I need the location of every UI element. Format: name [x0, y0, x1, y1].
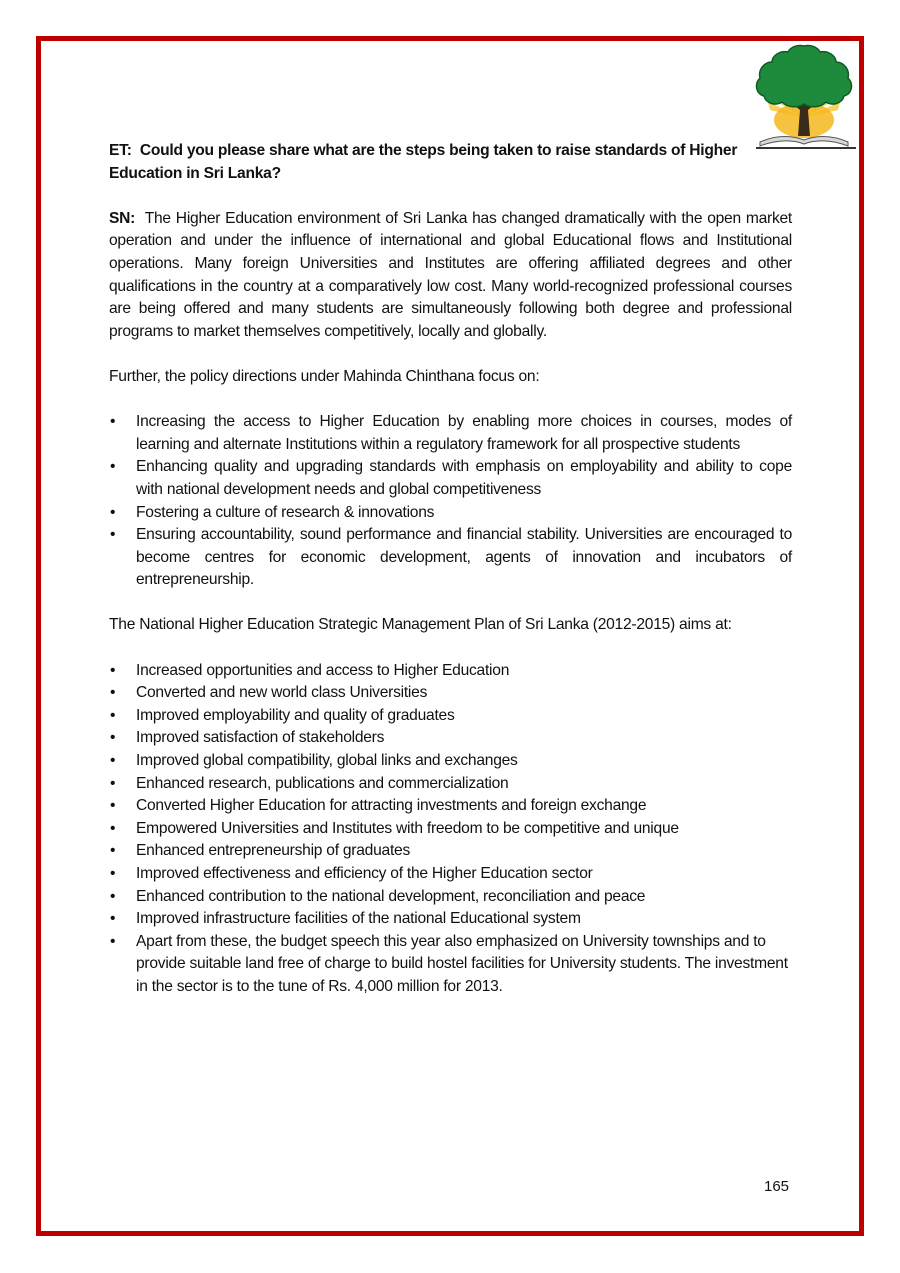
bullet-icon: •: [110, 684, 116, 702]
answer-speaker: SN:: [109, 209, 136, 227]
list-item: • Improved global compatibility, global links and exchanges: [109, 750, 792, 773]
bullet-icon: •: [110, 752, 116, 770]
list-item: • Converted Higher Education for attracting investments and foreign exchange: [109, 795, 792, 818]
tree-book-logo-icon: [748, 40, 860, 152]
bullet-icon: •: [110, 413, 116, 431]
bullet-icon: •: [110, 729, 116, 747]
page-number: 165: [764, 1178, 790, 1195]
bullet-icon: •: [110, 932, 116, 950]
tree-canopy: [757, 45, 852, 106]
plan-intro: The National Higher Education Strategic Management Plan of Sri Lanka (2012-2015) aims at:: [109, 616, 732, 634]
list-item: • Enhancing quality and upgrading standards with emphasis on employability and ability to cope with national development needs and global competitiveness: [110, 458, 792, 498]
list-item: • Enhanced contribution to the national development, reconciliation and peace: [109, 886, 792, 909]
document-body: [109, 140, 792, 999]
list-item: • Fostering a culture of research & innovations: [109, 502, 792, 525]
list-item: • Enhanced research, publications and commercialization: [109, 773, 792, 796]
list-item: • Improved infrastructure facilities of the national Educational system: [109, 908, 792, 931]
bullet-icon: •: [110, 819, 116, 837]
bullet-icon: •: [110, 661, 116, 679]
bullet-icon: •: [110, 910, 116, 928]
list-item: • Empowered Universities and Institutes with freedom to be competitive and unique: [109, 818, 792, 841]
list-item: • Enhanced entrepreneurship of graduates: [109, 840, 792, 863]
list-item: • Increased opportunities and access to Higher Education: [109, 660, 792, 683]
answer-text: The Higher Education environment of Sri Lanka has changed dramatically with the open market operation and under the influence of international and global Educational flows and Institutional operations. Many foreign Universities and Institutes are offering affiliated degrees and other qualifications in the country at a comparatively low cost. Many world-recognized professional courses are being offered and many students are simultaneously following both degree and professional programs to market themselves competitively, locally and globally.: [109, 209, 792, 340]
bullet-icon: •: [110, 503, 116, 521]
policy-intro: Further, the policy directions under Mahinda Chinthana focus on:: [109, 367, 540, 385]
list-item: • Converted and new world class Universities: [109, 682, 792, 705]
bullet-icon: •: [110, 774, 116, 792]
list-item: • Improved satisfaction of stakeholders: [109, 727, 792, 750]
interview-answer: [109, 208, 792, 344]
list-item: • Improved employability and quality of graduates: [109, 705, 792, 728]
list-item: • Ensuring accountability, sound performance and financial stability. Universities are encouraged to become centres for economic development, agents of innovation and incubators of entrepreneurship.: [110, 526, 792, 589]
list-item: • Apart from these, the budget speech this year also emphasized on University townships and to provide suitable land free of charge to build hostel facilities for University students. The investment in the sector is to the tune of Rs. 4,000 million for 2013.: [110, 932, 788, 995]
question-text: Could you please share what are the steps being taken to raise standards of Higher Education in Sri Lanka?: [109, 142, 738, 182]
list-item: • Increasing the access to Higher Education by enabling more choices in courses, modes of learning and alternate Institutions within a regulatory framework for all prospective students: [110, 413, 792, 453]
bullet-icon: •: [110, 526, 116, 544]
question-speaker: ET:: [109, 142, 132, 159]
plan-list: [109, 660, 792, 999]
list-item: • Improved effectiveness and efficiency of the Higher Education sector: [109, 863, 792, 886]
bullet-icon: •: [110, 887, 116, 905]
policy-list: [109, 411, 792, 592]
interview-question: [109, 140, 739, 185]
bullet-icon: •: [110, 797, 116, 815]
bullet-icon: •: [110, 842, 116, 860]
bullet-icon: •: [110, 706, 116, 724]
bullet-icon: •: [110, 458, 116, 476]
bullet-icon: •: [110, 865, 116, 882]
